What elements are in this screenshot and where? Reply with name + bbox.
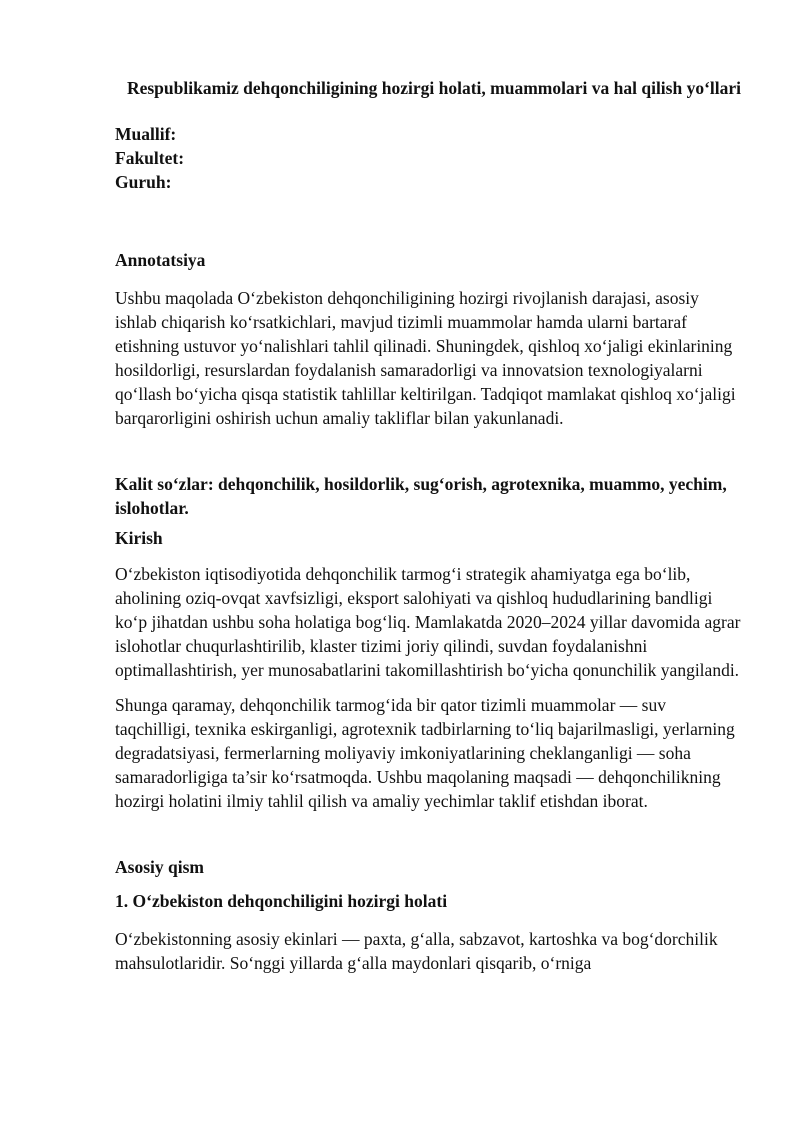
faculty-label: Fakultet: — [115, 148, 185, 168]
annotation-paragraph: Ushbu maqolada O‘zbekiston dehqonchiligining hozirgi rivojlanish darajasi, asosiy ishlab chiqarish ko‘rsatkichlari, mavjud tizimli muammolar hamda ularni bartaraf etishning ustuvor yo‘nalishlari tahlil qilinadi. Shuningdek, qishloq xo‘jaligi ekinlarining hosildorligi, resurslardan foydalanish samaradorligi va innovatsion texnologiyalarni qo‘llash bo‘yicha qisqa statistik tahlillar keltirilgan. Tadqiqot mamlakat qishloq xo‘jaligi barqarorligini oshirish uchun amaliy takliflar bilan yakunlanadi. — [115, 288, 736, 428]
document-page — [115, 76, 745, 975]
intro-paragraph-1: O‘zbekiston iqtisodiyotida dehqonchilik tarmog‘i strategik ahamiyatga ega bo‘lib, aholining oziq-ovqat xavfsizligi, eksport salohiyati va qishloq hududlarining bandligi ko‘p jihatdan ushbu soha holatiga bog‘liq. Mamlakatda 2020–2024 yillar davomida agrar islohotlar chuqurlashtirilib, klaster tizimi joriy qilindi, suvdan foydalanishni optimallashtirish, yer munosabatlarini takomillashtirish bo‘yicha qonunchilik yangilandi. — [115, 564, 741, 680]
section-1-paragraph: O‘zbekistonning asosiy ekinlari — paxta, g‘alla, sabzavot, kartoshka va bog‘dorchilik mahsulotlaridir. So‘nggi yillarda g‘alla maydonlari qisqarib, o‘rniga — [115, 929, 718, 973]
group-label: Guruh: — [115, 172, 172, 192]
intro-heading: Kirish — [115, 528, 163, 548]
annotation-heading: Annotatsiya — [115, 250, 206, 270]
intro-paragraph-2: Shunga qaramay, dehqonchilik tarmog‘ida bir qator tizimli muammolar — suv taqchilligi, texnika eskirganligi, agrotexnik tadbirlarning to‘liq bajarilmasligi, yerlarning degradatsiyasi, fermerlarning moliyaviy imkoniyatlarining cheklanganligi — soha samaradorligiga ta’sir ko‘rsatmoqda. Ushbu maqolaning maqsadi — dehqonchilikning hozirgi holatini ilmiy tahlil qilish va amaliy yechimlar taklif etishdan iborat. — [115, 695, 735, 811]
author-label: Muallif: — [115, 124, 177, 144]
main-part-heading: Asosiy qism — [115, 857, 204, 877]
keywords-line: Kalit so‘zlar: dehqonchilik, hosildorlik, sug‘orish, agrotexnika, muammo, yechim, islohotlar. — [115, 474, 727, 518]
document-title: Respublikamiz dehqonchiligining hozirgi holati, muammolari va hal qilish yo‘llari — [126, 78, 742, 98]
author-block — [115, 122, 745, 194]
section-1-heading: 1. O‘zbekiston dehqonchiligini hozirgi holati — [115, 891, 448, 911]
